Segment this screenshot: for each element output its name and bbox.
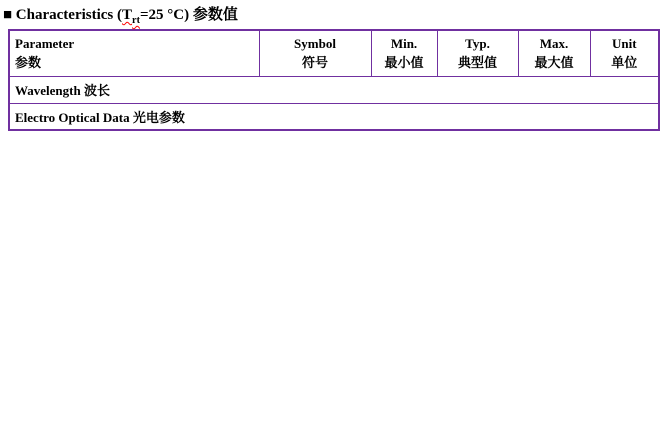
section-row <box>9 103 659 130</box>
col-header-parameter <box>9 30 259 76</box>
col-header-max <box>518 30 590 76</box>
col-header-cn: 符号 <box>301 55 328 71</box>
section-row <box>9 76 659 103</box>
page-title <box>0 0 667 29</box>
title-bullet-text: ■ Characteristics ( <box>3 7 123 23</box>
col-header-cn: 最大值 <box>534 55 574 71</box>
title-temp-subscript: rt <box>132 15 140 26</box>
col-header-unit <box>590 30 659 76</box>
title-condition: =25 °C) <box>139 7 193 23</box>
section-label: Wavelength 波长 <box>9 76 659 103</box>
header-row <box>9 30 659 76</box>
col-header-en: Unit <box>611 35 637 51</box>
col-header-cn: 典型值 <box>457 55 497 71</box>
section-label: Electro Optical Data 光电参数 <box>9 103 659 130</box>
col-header-en: Min. <box>390 35 418 51</box>
col-header-en: Typ. <box>465 35 490 51</box>
col-header-min <box>371 30 437 76</box>
col-header-cn: 最小值 <box>384 55 424 71</box>
characteristics-table <box>8 29 660 131</box>
col-header-en: Max. <box>539 35 569 51</box>
col-header-typ <box>437 30 518 76</box>
col-header-cn: 参数 <box>15 55 42 71</box>
title-temp-symbol: T <box>122 7 133 23</box>
col-header-symbol <box>259 30 371 76</box>
title-cjk: 参数值 <box>192 7 238 23</box>
col-header-cn: 单位 <box>611 55 638 71</box>
table-body <box>9 76 659 130</box>
col-header-en: Parameter <box>15 35 75 51</box>
document-page <box>0 0 667 131</box>
col-header-en: Symbol <box>294 35 336 51</box>
